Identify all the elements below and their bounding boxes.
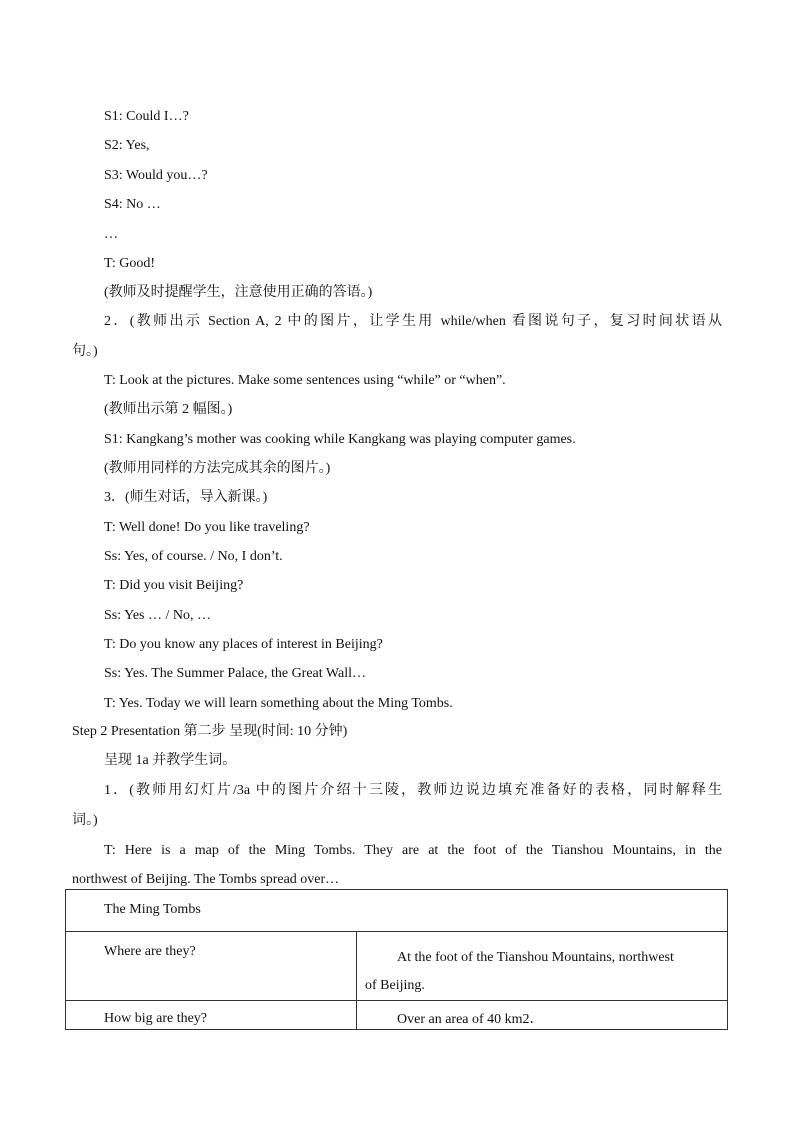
teacher-note-2: (教师出示第 2 幅图。) [104, 402, 233, 417]
teacher-note-3: (教师用同样的方法完成其余的图片。) [104, 461, 331, 476]
presentation-instruction-cont: 词。) [72, 813, 98, 828]
teacher-map-line-cont: northwest of Beijing. The Tombs spread over… [72, 872, 340, 887]
table-answer-line-2: of Beijing. [365, 978, 425, 993]
presentation-instruction: 1．(教师用幻灯片/3a 中的图片介绍十三陵，教师边说边填充准备好的表格，同时解释生 [104, 783, 722, 798]
dialogue-line-t-good: T: Good! [104, 256, 156, 271]
table-answer [357, 932, 728, 1001]
dialogue-line-s2: S2: Yes, [104, 138, 150, 153]
presentation-intro: 呈现 1a 并教学生词。 [104, 753, 237, 768]
dialogue-line-t-well-done: T: Well done! Do you like traveling? [104, 520, 310, 535]
table-answer-line-1: At the foot of the Tianshou Mountains, northwest [397, 950, 674, 965]
teacher-map-line: T: Here is a map of the Ming Tombs. They are at the foot of the Tianshou Mountains, in the [104, 843, 722, 858]
dialogue-line-t-ming: T: Yes. Today we will learn something about the Ming Tombs. [104, 696, 453, 711]
ming-tombs-table [65, 889, 728, 1030]
table-title: The Ming Tombs [66, 890, 728, 932]
step-3-instruction: 3．(师生对话，导入新课。) [104, 490, 268, 505]
dialogue-line-t-look: T: Look at the pictures. Make some sentences using “while” or “when”. [104, 373, 506, 388]
table-row [66, 932, 728, 1001]
dialogue-line-ss-yes: Ss: Yes, of course. / No, I don’t. [104, 549, 283, 564]
dialogue-line-ss-yes-no: Ss: Yes … / No, … [104, 608, 211, 623]
table-row [66, 1001, 728, 1030]
table-answer [357, 1001, 728, 1030]
table-title-row [66, 890, 728, 932]
dialogue-line-t-beijing: T: Did you visit Beijing? [104, 578, 244, 593]
table-question: Where are they? [66, 932, 357, 1001]
dialogue-line-ss-palace: Ss: Yes. The Summer Palace, the Great Wall… [104, 666, 366, 681]
step-2-instruction-cont: 句。) [72, 344, 98, 359]
table-answer-line-1: Over an area of 40 km2． [397, 1012, 544, 1027]
step-2-instruction: 2．(教师出示 Section A, 2 中的图片，让学生用 while/when 看图说句子，复习时间状语从 [104, 314, 722, 329]
ellipsis-line: … [104, 227, 118, 242]
dialogue-line-t-places: T: Do you know any places of interest in Beijing? [104, 637, 383, 652]
dialogue-line-s3: S3: Would you…? [104, 168, 208, 183]
dialogue-line-s1: S1: Could I…? [104, 109, 189, 124]
table-question: How big are they? [66, 1001, 357, 1030]
dialogue-line-s4: S4: No … [104, 197, 161, 212]
dialogue-line-s1-kangkang: S1: Kangkang’s mother was cooking while Kangkang was playing computer games. [104, 432, 576, 447]
teacher-note-1: (教师及时提醒学生，注意使用正确的答语。) [104, 285, 373, 300]
section-heading-step-2: Step 2 Presentation 第二步 呈现(时间: 10 分钟) [72, 724, 348, 739]
